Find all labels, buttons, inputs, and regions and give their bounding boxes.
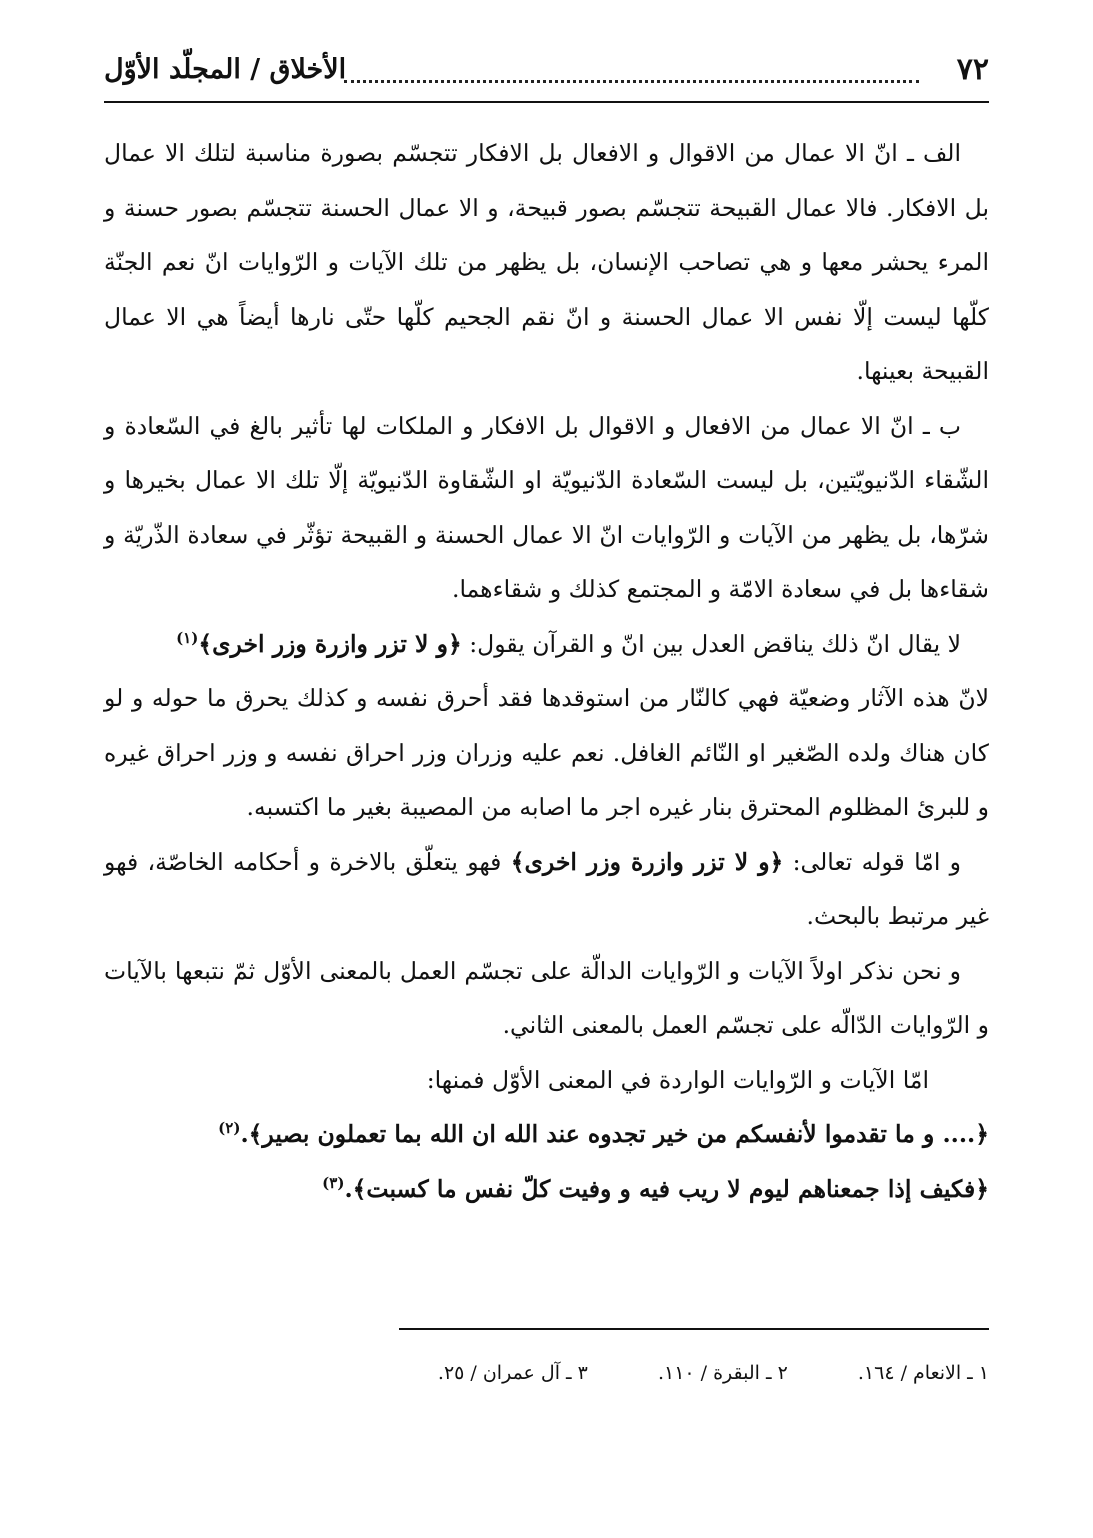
quoted-verse-1 [104, 1107, 989, 1162]
running-title: الأخلاق / المجلّد الأوّل [104, 54, 347, 85]
footnote-1: ١ ـ الانعام / ١٦٤. [857, 1362, 989, 1384]
footnotes [104, 1362, 989, 1384]
paragraph-objection [104, 617, 989, 672]
footnote-3: ٣ ـ آل عمران / ٢٥. [437, 1362, 588, 1384]
paragraph-answer: لانّ هذه الآثار وضعيّة فهي كالنّار من استوقدها فقد أحرق نفسه و كذلك يحرق ما حوله و لو كان هناك ولده الصّغير او النّائم الغافل. نعم عليه وزران وزر احراق نفسه و وزر احراق غيره و للبرئ المظلوم المحترق بنار غيره اجر ما اصابه من المصيبة بغير ما اكتسبه. [104, 684, 989, 821]
page-body [104, 126, 989, 1216]
verse-scope-rest: فهو يتعلّق بالاخرة و أحكامه الخاصّة، فهو غير مرتبط بالبحث. [104, 847, 989, 930]
quran-verse: ﴿و لا تزر وازرة وزر اخرى﴾ [198, 629, 462, 658]
paragraph-first-meaning: امّا الآيات و الرّوايات الواردة في المعنى الأوّل فمنها: [426, 1065, 929, 1094]
page-header [104, 44, 989, 100]
paragraph-plan: و نحن نذكر اولاً الآيات و الرّوايات الدالّة على تجسّم العمل بالمعنى الأوّل ثمّ نتبعها بالآيات و الرّوايات الدّالّه على تجسّم العمل بالمعنى الثاني. [104, 956, 989, 1039]
verse-2-text: ﴿فكيف إذا جمعناهم ليوم لا ريب فيه و وفيت كلّ نفس ما كسبت﴾. [344, 1174, 989, 1203]
page-number: ٧٢ [956, 52, 989, 87]
objection-text: لا يقال انّ ذلك يناقض العدل بين انّ و القرآن يقول: [461, 629, 961, 658]
footnote-rule [399, 1328, 989, 1330]
footnote-ref: (٣) [322, 1173, 345, 1192]
verse-1-text: ﴿.... و ما تقدموا لأنفسكم من خير تجدوه عند الله ان الله بما تعملون بصير﴾. [240, 1120, 989, 1148]
paragraph-beh: ب ـ انّ الا عمال من الافعال و الاقوال بل الافكار و الملكات لها تأثير بالغ في السّعادة و الشّقاء الدّنيويّتين، بل ليست السّعادة الدّنيويّة او الشّقاوة الدّنيويّة إلّا تلك الا عمال بخيرها و شرّها، بل يظهر من الآيات و الرّوايات انّ الا عمال الحسنة و القبيحة تؤثّر في سعادة الذّريّة و شقاءها بل في سعادة الامّة و المجتمع كذلك و شقاءهما. [104, 411, 989, 603]
paragraph-verse-scope [104, 835, 989, 944]
header-leader-dots [344, 58, 919, 83]
quran-verse: ﴿و لا تزر وازرة وزر اخرى﴾ [510, 847, 784, 876]
header-rule [104, 101, 989, 103]
quoted-verse-2 [104, 1162, 989, 1217]
footnote-2: ٢ ـ البقرة / ١١٠. [657, 1362, 788, 1384]
paragraph-alef: الف ـ انّ الا عمال من الاقوال و الافعال بل الافكار تتجسّم بصورة مناسبة لتلك الا عمال بل الافكار. فالا عمال القبيحة تتجسّم بصور قبيحة، و الا عمال الحسنة تتجسّم بصور حسنة و المرء يحشر معها و هي تصاحب الإنسان، بل يظهر من تلك الآيات و الرّوايات انّ نعم الجنّة كلّها ليست إلّا نفس الا عمال الحسنة و انّ نقم الجحيم كلّها حتّى نارها أيضاً هي الا عمال القبيحة بعينها. [104, 139, 989, 385]
verse-scope-intro: و امّا قوله تعالى: [783, 847, 962, 876]
footnote-ref: (١) [176, 628, 199, 647]
footnote-ref: (٢) [218, 1119, 241, 1138]
